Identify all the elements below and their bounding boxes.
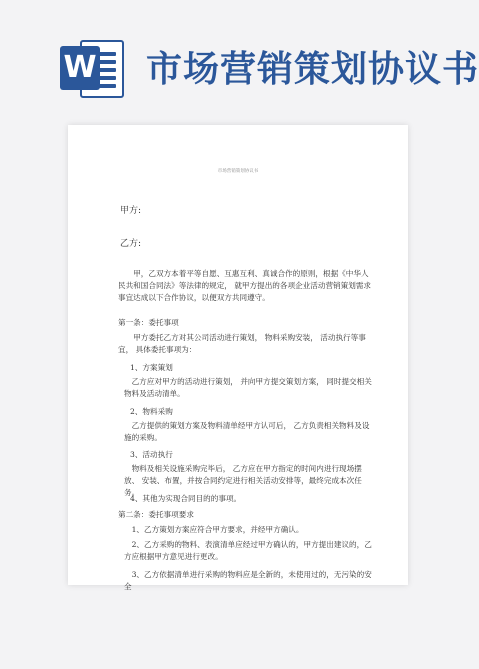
word-icon-letter: W [60,46,100,90]
clause-1-text: 甲方委托乙方对其公司活动进行策划， 物料采购安装， 活动执行等事宜， 具体委托事项为： [118,333,366,354]
clause-2-title: 第二条：委托事项要求 [118,510,194,519]
page-title: 市场营销策划协议书 [146,49,479,90]
requirement-3: 3、乙方依据清单进行采购的物料应是全新的，未使用过的，无污染的安全 [124,570,372,591]
item-1-title: 1、方案策划 [130,363,173,372]
intro-paragraph: 甲，乙双方本着平等自愿、互惠互利、真诚合作的原则，根据《中华人民共和国合同法》等法律的规定， 就甲方提出的各项企业活动营销策划需求事宜达成以下合作协议，以便双方共同遵守。 [118,269,372,302]
word-icon [60,38,126,100]
item-3-text: 物料及相关设施采购完毕后， 乙方应在甲方指定的时间内进行现场摆放、 安装、布置，并按合同约定进行相关活动安排等，最终完成本次任务。 [124,464,362,497]
item-2-title: 2、物料采购 [130,407,173,416]
clause-1-title: 第一条：委托事项 [118,318,179,327]
requirement-2: 2、乙方采购的物料、表演清单应经过甲方确认的，甲方提出建议的，乙方应根据甲方意见进行更改。 [124,540,372,561]
party-a-label: 甲方: [120,206,142,216]
item-4-title: 4、其他为实现合同目的的事项。 [130,494,242,503]
party-b-label: 乙方: [120,239,142,249]
document-header-line: 市场营销策划协议书 [217,169,259,174]
item-1-text: 乙方应对甲方的活动进行策划， 并向甲方提交策划方案， 同时提交相关物料及活动清单。 [124,377,372,398]
item-2-text: 乙方提供的策划方案及物料清单经甲方认可后， 乙方负责相关物料及设施的采购。 [124,421,370,442]
header-banner [0,0,479,118]
requirement-1: 1、乙方策划方案应符合甲方要求，并经甲方确认。 [131,525,304,534]
document-page [68,125,408,591]
item-3-title: 3、活动执行 [130,450,173,459]
